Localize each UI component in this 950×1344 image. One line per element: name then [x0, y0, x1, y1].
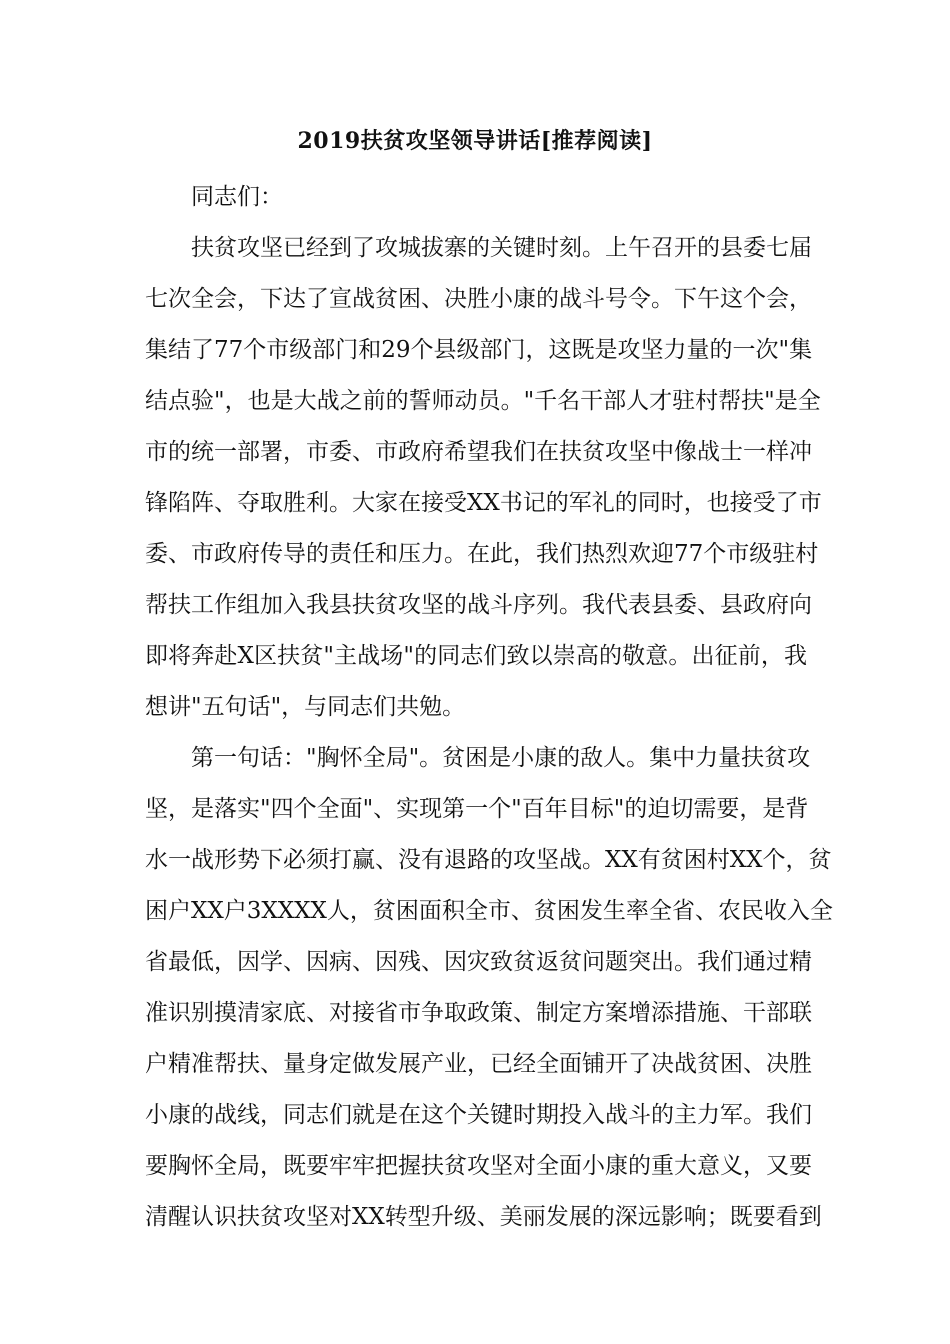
paragraph-line: 户精准帮扶、量身定做发展产业，已经全面铺开了决战贫困、决胜: [145, 1051, 812, 1077]
paragraph-line: 困户XX户3XXXX人，贫困面积全市、贫困发生率全省、农民收入全: [145, 898, 833, 924]
paragraph-line: 准识别摸清家底、对接省市争取政策、制定方案增添措施、干部联: [145, 1000, 812, 1026]
paragraph-line: 水一战形势下必须打赢、没有退路的攻坚战。XX有贫困村XX个，贫: [145, 847, 832, 873]
paragraph-line: 清醒认识扶贫攻坚对XX转型升级、美丽发展的深远影响；既要看到: [145, 1204, 822, 1230]
paragraph-line: 委、市政府传导的责任和压力。在此，我们热烈欢迎77个市级驻村: [145, 541, 819, 567]
paragraph-line: 小康的战线，同志们就是在这个关键时期投入战斗的主力军。我们: [145, 1102, 812, 1128]
paragraph-line: 七次全会，下达了宣战贫困、决胜小康的战斗号令。下午这个会，: [145, 286, 812, 312]
document-body: [145, 172, 833, 1243]
paragraph-line: 市的统一部署，市委、市政府希望我们在扶贫攻坚中像战士一样冲: [145, 439, 812, 465]
paragraph-line: 想讲"五句话"，与同志们共勉。: [145, 694, 466, 720]
paragraph-line: 结点验"，也是大战之前的誓师动员。"千名干部人才驻村帮扶"是全: [145, 388, 821, 414]
paragraph-line: 扶贫攻坚已经到了攻城拔寨的关键时刻。上午召开的县委七届: [191, 235, 812, 261]
paragraph-line: 第一句话："胸怀全局"。贫困是小康的敌人。集中力量扶贫攻: [191, 745, 811, 771]
paragraph-line: 省最低，因学、因病、因残、因灾致贫返贫问题突出。我们通过精: [145, 949, 812, 975]
paragraph-line: 帮扶工作组加入我县扶贫攻坚的战斗序列。我代表县委、县政府向: [145, 592, 812, 618]
salutation: 同志们：: [191, 184, 283, 210]
paragraph-line: 坚，是落实"四个全面"、实现第一个"百年目标"的迫切需要，是背: [145, 796, 809, 822]
document-title: 2019扶贫攻坚领导讲话[推荐阅读]: [297, 128, 653, 154]
paragraph-line: 锋陷阵、夺取胜利。大家在接受XX书记的军礼的同时，也接受了市: [145, 490, 822, 516]
paragraph-line: 要胸怀全局，既要牢牢把握扶贫攻坚对全面小康的重大意义，又要: [145, 1153, 812, 1179]
paragraph-line: 集结了77个市级部门和29个县级部门，这既是攻坚力量的一次"集: [145, 337, 813, 363]
paragraph-line: 即将奔赴X区扶贫"主战场"的同志们致以崇高的敬意。出征前，我: [145, 643, 807, 669]
